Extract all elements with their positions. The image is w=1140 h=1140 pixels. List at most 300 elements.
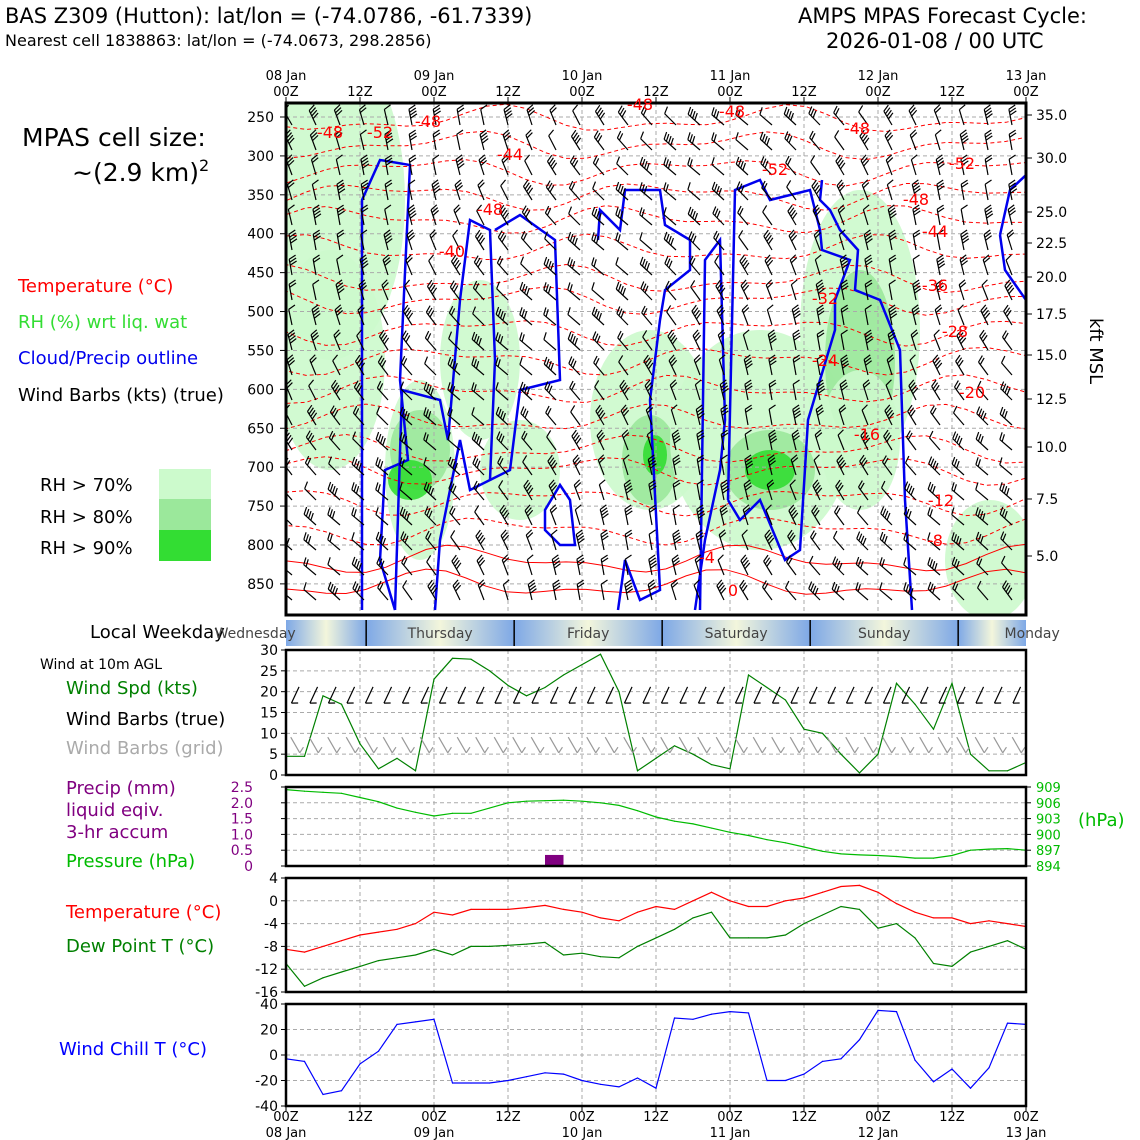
weekday-name: Thursday — [407, 626, 473, 642]
wind-chill-line-point — [359, 1063, 360, 1064]
kft-tick-label: 7.5 — [1036, 492, 1059, 508]
wind-barb — [879, 507, 897, 525]
dew-point-line-point — [544, 942, 545, 943]
cross-section-panel — [247, 40, 1067, 620]
legend-rh90: RH > 90% — [40, 538, 133, 559]
wind-chill-line-point — [988, 1067, 989, 1068]
wind-chill-line-point — [489, 1082, 490, 1083]
bottom-time-label: 12Z — [643, 1110, 669, 1125]
y-tick-label: 15 — [260, 705, 278, 722]
dew-point-line-point — [452, 954, 453, 955]
temperature-line-point — [877, 892, 878, 893]
wind-chill-line-point — [507, 1080, 508, 1081]
wind-speed-line-point — [729, 768, 730, 769]
wind-barb — [884, 130, 899, 150]
wind-barb — [600, 505, 611, 525]
weekday-name: Saturday — [704, 626, 768, 642]
wind-barb — [833, 506, 850, 525]
wind-barb — [455, 155, 467, 175]
legend-rh70-swatch — [159, 469, 211, 499]
wind-barb — [569, 405, 586, 425]
pressure-line-point — [452, 813, 453, 814]
wind-barb — [432, 155, 443, 175]
wind-barb — [477, 180, 491, 200]
pressure-label: Pressure (hPa) — [66, 851, 196, 872]
pressure-line-point — [822, 851, 823, 852]
y-tick-label: 2.5 — [230, 780, 253, 796]
wind-barb — [545, 181, 562, 200]
y-tick-label: 0 — [244, 859, 253, 875]
cloud-outline — [1000, 175, 1026, 235]
wind-barb — [808, 556, 826, 575]
wind-chill-line-point — [803, 1074, 804, 1075]
hpa-tick-label: 300 — [247, 148, 274, 165]
wind-speed-line-point — [766, 687, 767, 688]
y-tick-label: -8 — [264, 939, 278, 956]
top-time-label: 00Z — [1013, 85, 1039, 100]
top-time-label: 00Z — [717, 85, 743, 100]
hpa-tick-label: 850 — [247, 576, 274, 593]
y-tick-label: -20 — [255, 1073, 278, 1090]
forecast-cycle-label: AMPS MPAS Forecast Cycle: — [798, 4, 1087, 28]
temperature-line-point — [544, 905, 545, 906]
wind-barbs-true-label: Wind Barbs (true) — [66, 709, 226, 730]
legend-cloud: Cloud/Precip outline — [18, 348, 199, 369]
wind-speed-line-point — [877, 754, 878, 755]
wind-barb — [526, 105, 539, 125]
temperature-line-point — [600, 917, 601, 918]
pressure-line-point — [433, 815, 434, 816]
wind-barb — [758, 132, 777, 150]
wind-barb — [740, 555, 755, 575]
wind-barb — [326, 557, 345, 575]
cloud-outline — [1000, 235, 1026, 300]
wind-chill-line-point — [433, 1019, 434, 1020]
wind-barb — [832, 531, 850, 550]
pressure-line-point — [415, 812, 416, 813]
wind-barb — [930, 380, 946, 400]
dew-point-line-point — [489, 946, 490, 947]
pressure-unit: (hPa) — [1078, 810, 1125, 831]
wind-barb — [577, 580, 587, 600]
bottom-time-label: 00Z — [865, 1110, 891, 1125]
wind-barb — [525, 130, 539, 150]
wind-chill-line-point — [396, 1024, 397, 1025]
cell-size-label: MPAS cell size: — [22, 123, 206, 152]
kft-tick-label: 10.0 — [1036, 440, 1068, 456]
temperature-line-point — [988, 920, 989, 921]
pressure-line-point — [378, 801, 379, 802]
temperature-contour-label: -44 — [496, 145, 524, 164]
wind-speed-line-point — [470, 659, 471, 660]
temperature-contour-label: -16 — [853, 425, 881, 444]
precip-label-3: 3-hr accum — [66, 822, 169, 843]
dew-point-line-point — [748, 937, 749, 938]
temperature-line-point — [415, 923, 416, 924]
bottom-time-label: 00Z — [717, 1110, 743, 1125]
wind-barb — [878, 532, 897, 550]
wind-barb — [974, 432, 993, 450]
wind-barb — [960, 130, 971, 150]
wind-barb — [374, 532, 393, 550]
temperature-contour-label: -8 — [927, 531, 943, 550]
wind-chill-line-point — [822, 1061, 823, 1062]
precip-label-1: Precip (mm) — [66, 778, 176, 799]
y-tick-label: 10 — [260, 726, 278, 743]
wind-barb — [877, 582, 896, 600]
pressure-line-point — [896, 856, 897, 857]
wind-barb — [571, 105, 586, 125]
wind-barb — [662, 232, 681, 250]
wind-chill-line-point — [637, 1077, 638, 1078]
wind-spd-label: Wind Spd (kts) — [66, 678, 198, 699]
wind-barb — [549, 505, 562, 525]
wind-barb — [518, 282, 537, 300]
wind-barb — [591, 182, 609, 200]
wind-speed-line-point — [748, 674, 749, 675]
wind-barb — [517, 332, 536, 350]
wind-barb — [638, 232, 657, 250]
wind-barb — [601, 580, 611, 600]
wind-barb — [936, 180, 947, 200]
kft-tick-label: 30.0 — [1036, 151, 1068, 167]
temperature-contour-label: -48 — [843, 119, 871, 138]
wind-chill-line-point — [766, 1080, 767, 1081]
pressure-tick-label: 897 — [1036, 844, 1061, 860]
temperature-contour-label: -4 — [699, 548, 715, 567]
bottom-time-axis — [266, 1106, 1047, 1140]
wind-barb — [717, 555, 731, 575]
wind-barb — [686, 207, 705, 225]
wind-barb — [325, 532, 344, 550]
hpa-tick-label: 500 — [247, 304, 274, 321]
y-tick-label: 0.5 — [230, 843, 253, 860]
wind-barb — [614, 282, 633, 300]
temperature-contour-label: -48 — [718, 102, 746, 121]
y-tick-label: 20 — [260, 1022, 278, 1039]
y-tick-label: -40 — [255, 1099, 278, 1115]
wind-barb — [518, 357, 537, 375]
panel-background — [286, 787, 1026, 866]
wind-barb — [926, 557, 945, 575]
y-tick-label: 40 — [260, 997, 278, 1013]
wind-barb — [503, 105, 515, 125]
wind-chill-line-point — [415, 1021, 416, 1022]
wind-barb — [1006, 230, 1018, 250]
wind-barb — [473, 505, 490, 525]
top-time-label: 00Z — [865, 85, 891, 100]
wind-chill-line-point — [341, 1090, 342, 1091]
wind-barb — [672, 530, 683, 550]
y-tick-label: 4 — [269, 871, 278, 887]
dew-point-line-point — [618, 957, 619, 958]
wind-barb — [984, 130, 995, 150]
wind-barb — [546, 155, 562, 175]
nearest-cell-title: Nearest cell 1838863: lat/lon = (-74.0673, 298.2856) — [5, 31, 432, 50]
wind-at-label: Wind at 10m AGL — [40, 657, 163, 673]
pressure-line-point — [840, 853, 841, 854]
wind-barb — [568, 381, 586, 400]
temperature-line-point — [748, 906, 749, 907]
kft-tick-label: 12.5 — [1036, 392, 1068, 408]
temperature-line-point — [822, 892, 823, 893]
y-tick-label: 1.5 — [230, 811, 253, 828]
wind-barb — [526, 555, 538, 575]
dew-point-line-point — [600, 956, 601, 957]
wind-barb — [593, 131, 610, 150]
dew-point-line-point — [563, 954, 564, 955]
wind-barb — [711, 206, 729, 225]
weekday-label: Local Weekday — [90, 622, 225, 643]
wind-chill-line-point — [452, 1082, 453, 1083]
wind-barb — [689, 280, 706, 300]
cell-size-value: ~(2.9 km)$^2$ — [72, 156, 210, 187]
wind-barb — [670, 580, 682, 600]
wind-speed-line-point — [489, 670, 490, 671]
dew-point-line-point — [674, 929, 675, 930]
top-date-label: 08 Jan — [265, 69, 307, 84]
wind-barb — [591, 156, 609, 175]
wind-barb — [736, 206, 754, 225]
pressure-line-point — [655, 816, 656, 817]
wind-barb — [952, 406, 970, 425]
wind-barb — [960, 230, 971, 250]
wind-barb — [326, 507, 345, 525]
wind-barb — [430, 205, 443, 225]
temperature-line-point — [729, 900, 730, 901]
pressure-line-point — [581, 801, 582, 802]
wind-barb — [808, 131, 826, 150]
hpa-tick-label: 350 — [247, 187, 274, 204]
pressure-line-point — [322, 792, 323, 793]
pressure-line-point — [951, 855, 952, 856]
pressure-line-point — [470, 813, 471, 814]
wind-barb — [423, 331, 441, 350]
temperature-line-point — [1007, 923, 1008, 924]
pressure-line-point — [914, 858, 915, 859]
wind-barb — [902, 532, 921, 550]
wind-barb — [574, 505, 586, 525]
dew-point-line-point — [711, 912, 712, 913]
pressure-line-point — [563, 800, 564, 801]
wind-barb — [766, 305, 778, 325]
y-tick-label: -16 — [255, 985, 278, 1001]
bottom-time-label: 00Z — [1013, 1110, 1039, 1125]
pressure-line-point — [729, 832, 730, 833]
temperature-line-point — [489, 909, 490, 910]
wind-barb — [528, 580, 539, 600]
temperature-contour-label: -20 — [958, 383, 986, 402]
wind-barb — [974, 457, 993, 475]
bottom-time-label: 00Z — [273, 1110, 299, 1125]
wind-barb — [474, 530, 490, 550]
wind-barb — [638, 157, 657, 175]
wind-barb — [809, 531, 826, 550]
pressure-tick-label: 909 — [1036, 781, 1061, 796]
top-date-label: 10 Jan — [561, 69, 603, 84]
dew-point-line-point — [933, 963, 934, 964]
wind-speed-line-point — [692, 754, 693, 755]
bottom-time-label: 00Z — [569, 1110, 595, 1125]
wind-speed-line-point — [822, 733, 823, 734]
wind-chill-line-point — [581, 1080, 582, 1081]
wind-barb — [936, 255, 947, 275]
weekday-name: Monday — [1004, 626, 1060, 642]
hpa-tick-label: 650 — [247, 421, 274, 438]
pressure-line-point — [1007, 848, 1008, 849]
rh-region — [745, 450, 795, 490]
wind-barb — [573, 480, 586, 500]
wind-chill-line-point — [563, 1074, 564, 1075]
wind-barb — [590, 307, 609, 325]
wind-barb — [981, 280, 995, 300]
top-time-label: 12Z — [791, 85, 817, 100]
pressure-line-point — [933, 858, 934, 859]
wind-barb — [961, 180, 971, 200]
wind-barb — [998, 407, 1017, 425]
wind-speed-line-point — [933, 729, 934, 730]
dew-point-line-point — [840, 906, 841, 907]
pressure-line-point — [803, 846, 804, 847]
weekday-name: Friday — [566, 626, 610, 642]
wind-barb — [1001, 331, 1018, 350]
wind-speed-line-point — [304, 756, 305, 757]
wind-chill-line-point — [970, 1088, 971, 1089]
pressure-line-point — [988, 849, 989, 850]
pressure-line-point — [304, 791, 305, 792]
wind-barb — [500, 530, 515, 550]
legend-rh90-swatch — [159, 530, 211, 561]
wind-barb — [977, 356, 994, 375]
wind-speed-line-point — [600, 654, 601, 655]
top-time-label: 12Z — [643, 85, 669, 100]
wind-barb — [785, 180, 802, 200]
dew-point-line-point — [655, 937, 656, 938]
temperature-contour-label: -36 — [921, 276, 949, 295]
temperature-line-point — [933, 917, 934, 918]
wind-barb — [326, 582, 345, 600]
temperature-line-point — [304, 952, 305, 953]
wind-barb — [985, 180, 995, 200]
wind-barbs-grid-label: Wind Barbs (grid) — [66, 738, 224, 759]
wind-barb — [984, 205, 995, 225]
temperature-line-point — [526, 907, 527, 908]
pressure-line-point — [877, 855, 878, 856]
temperature-line-point — [951, 917, 952, 918]
temperature-line-point — [433, 912, 434, 913]
wind-barb — [425, 306, 442, 325]
bottom-time-label: 12Z — [939, 1110, 965, 1125]
bottom-time-label: 12Z — [495, 1110, 521, 1125]
wind-barb — [807, 106, 825, 125]
wind-speed-line-point — [1007, 770, 1008, 771]
dew-point-line-point — [988, 946, 989, 947]
wind-barb — [997, 457, 1016, 475]
wind-chill-line-point — [600, 1084, 601, 1085]
top-time-label: 12Z — [939, 85, 965, 100]
wind-barb — [552, 555, 563, 575]
dew-point-line-point — [785, 934, 786, 935]
y-tick-label: -4 — [264, 916, 278, 933]
wind-barb — [601, 555, 611, 575]
kft-tick-label: 25.0 — [1036, 205, 1068, 221]
wind-barb — [886, 180, 898, 200]
y-tick-label: 30 — [260, 643, 278, 659]
kft-tick-label: 15.0 — [1036, 348, 1068, 364]
temperature-contour-label: -48 — [316, 123, 344, 142]
temperature-contour-label: -12 — [927, 491, 955, 510]
hpa-tick-label: 250 — [247, 110, 274, 127]
wind-barb — [525, 530, 538, 550]
dew-point-line-point — [526, 944, 527, 945]
wind-speed-line-point — [914, 704, 915, 705]
wind-speed-line-point — [581, 664, 582, 665]
bottom-date-label: 10 Jan — [561, 1126, 603, 1140]
dew-point-line-point — [470, 946, 471, 947]
dew-point-line-point — [507, 945, 508, 946]
wind-barb — [625, 530, 635, 550]
wind-barb — [349, 507, 368, 525]
pressure-line-point — [341, 793, 342, 794]
y-tick-label: 0 — [269, 768, 278, 784]
wind-barb — [303, 482, 321, 500]
wind-speed-line-point — [526, 695, 527, 696]
weekday-bar — [215, 620, 1060, 646]
wind-chill-line-point — [748, 1012, 749, 1013]
dew-point-line-point — [1007, 940, 1008, 941]
wind-barb — [452, 580, 467, 600]
wind-barb — [926, 582, 945, 600]
wind-barb — [905, 431, 922, 450]
wind-barb — [985, 155, 995, 175]
wind-barb — [1000, 356, 1018, 375]
wind-barb — [901, 557, 920, 575]
temperature-line-point — [692, 900, 693, 901]
temperature-line-point — [563, 909, 564, 910]
y-tick-label: 5 — [269, 747, 278, 764]
wind-barb — [576, 530, 587, 550]
pressure-line-point — [748, 835, 749, 836]
dew-point-line-point — [896, 923, 897, 924]
pressure-tick-label: 894 — [1036, 860, 1061, 875]
wind-barb — [738, 255, 754, 275]
bottom-date-label: 09 Jan — [413, 1126, 455, 1140]
temperature-line-point — [507, 909, 508, 910]
precip-pressure-panel — [231, 780, 1061, 875]
pressure-line-point — [600, 802, 601, 803]
weekday-name: Wednesday — [214, 626, 296, 642]
wind-speed-line-point — [988, 770, 989, 771]
wind-barb — [860, 155, 875, 175]
wind-speed-line-point — [711, 764, 712, 765]
pressure-line-point — [637, 810, 638, 811]
pressure-line-point — [970, 850, 971, 851]
top-date-label: 11 Jan — [709, 69, 751, 84]
temperature-line-point — [674, 909, 675, 910]
dew-point-line-point — [914, 937, 915, 938]
wind-barb — [474, 230, 490, 250]
wind-chill-line-point — [544, 1072, 545, 1073]
dew-point-line-point — [433, 949, 434, 950]
wind-barb — [854, 557, 873, 575]
wind-speed-line-point — [951, 683, 952, 684]
wind-barb — [738, 580, 754, 600]
wind-barb — [982, 255, 994, 275]
wind-speed-line-point — [896, 683, 897, 684]
wind-barb — [958, 280, 970, 300]
y-tick-label: 25 — [260, 663, 278, 680]
kft-tick-label: 5.0 — [1036, 549, 1059, 565]
